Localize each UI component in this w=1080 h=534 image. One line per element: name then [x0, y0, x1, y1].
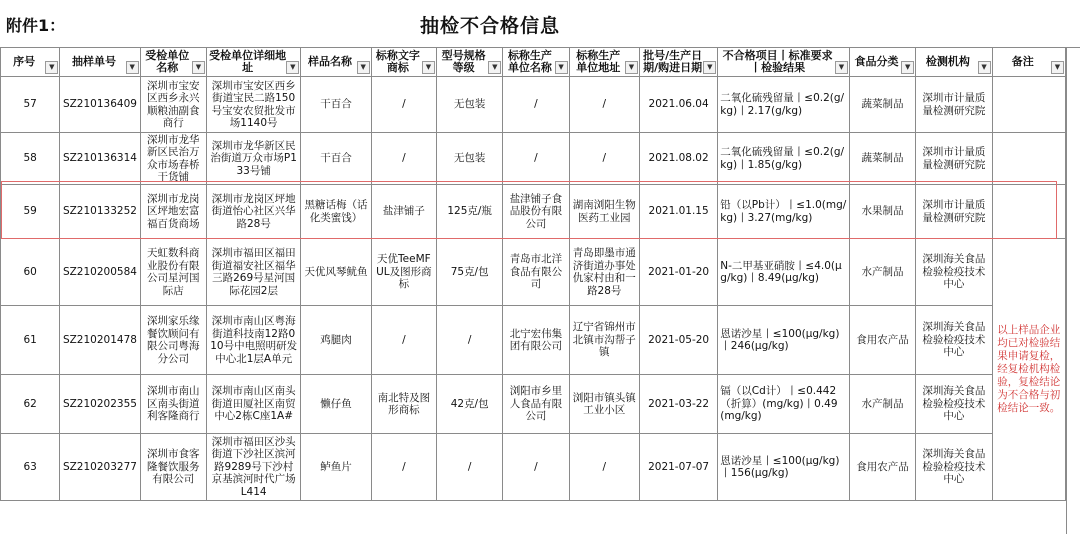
filter-dropdown-icon[interactable]: ▼ — [488, 61, 501, 74]
filter-dropdown-icon[interactable]: ▼ — [703, 61, 716, 74]
cell-spec: 无包装 — [437, 77, 503, 133]
cell-code: SZ210136314 — [60, 133, 140, 185]
cell-cat: 蔬菜制品 — [849, 77, 915, 133]
cell-remark-empty — [992, 133, 1065, 185]
cell-sample: 鲈鱼片 — [301, 434, 371, 501]
cell-maker_addr: 浏阳市镇头镇工业小区 — [569, 375, 639, 434]
cell-brand: 盐津铺子 — [371, 185, 436, 239]
cell-spec: 42克/包 — [437, 375, 503, 434]
cell-maker_addr: / — [569, 133, 639, 185]
cell-unit: 深圳市龙岗区坪地宏富福百货商场 — [140, 185, 206, 239]
cell-cat: 食用农产品 — [849, 306, 915, 375]
column-header — [60, 48, 140, 77]
cell-lab: 深圳海关食品检验检疫技术中心 — [916, 375, 992, 434]
cell-cat: 水产制品 — [849, 375, 915, 434]
column-edge — [1066, 47, 1080, 534]
column-header — [1, 48, 60, 77]
cell-unit: 天虹数科商业股份有限公司星河国际店 — [140, 239, 206, 306]
column-header-label: 批号/生产日期/购进日期 — [643, 49, 703, 74]
cell-addr: 深圳市宝安区西乡街道宝民二路150号宝安农贸批发市场1140号 — [206, 77, 300, 133]
cell-addr: 深圳市龙华新区民治街道万众市场P133号铺 — [206, 133, 300, 185]
cell-no: 61 — [1, 306, 60, 375]
column-header-label: 型号规格等级 — [441, 49, 486, 74]
cell-lab: 深圳市计量质量检测研究院 — [916, 77, 992, 133]
table-row — [1, 239, 1066, 306]
cell-item: 恩诺沙星丨≤100(μg/kg)丨246(μg/kg) — [718, 306, 850, 375]
cell-maker: / — [503, 434, 569, 501]
filter-dropdown-icon[interactable]: ▼ — [1051, 61, 1064, 74]
cell-no: 57 — [1, 77, 60, 133]
cell-code: SZ210203277 — [60, 434, 140, 501]
cell-lab: 深圳市计量质量检测研究院 — [916, 133, 992, 185]
cell-date: 2021.01.15 — [639, 185, 717, 239]
filter-dropdown-icon[interactable]: ▼ — [357, 61, 370, 74]
cell-spec: 125克/瓶 — [437, 185, 503, 239]
cell-addr: 深圳市南山区粤海街道科技南12路010号中电照明研发中心北1层A单元 — [206, 306, 300, 375]
cell-sample: 干百合 — [301, 77, 371, 133]
cell-code: SZ210133252 — [60, 185, 140, 239]
cell-no: 59 — [1, 185, 60, 239]
cell-date: 2021-03-22 — [639, 375, 717, 434]
cell-maker: 青岛市北洋食品有限公司 — [503, 239, 569, 306]
remark-cell: 以上样品企业均已对检验结果申请复检，经复检机构检验，复检结论为不合格与初检结论一致。 — [992, 239, 1065, 501]
cell-lab: 深圳海关食品检验检疫技术中心 — [916, 434, 992, 501]
column-header — [206, 48, 300, 77]
cell-maker_addr: 辽宁省锦州市北镇市沟帮子镇 — [569, 306, 639, 375]
table-row — [1, 306, 1066, 375]
cell-lab: 深圳海关食品检验检疫技术中心 — [916, 306, 992, 375]
column-header-label: 食品分类 — [854, 55, 899, 68]
cell-item: 镉（以Cd计）丨≤0.442（折算）(mg/kg)丨0.49(mg/kg) — [718, 375, 850, 434]
cell-unit: 深圳市宝安区西乡永兴顺粮油副食商行 — [140, 77, 206, 133]
table-row — [1, 185, 1066, 239]
cell-maker: / — [503, 133, 569, 185]
column-header-label: 不合格项目丨标准要求丨检验结果 — [722, 49, 833, 74]
column-header — [639, 48, 717, 77]
cell-no: 58 — [1, 133, 60, 185]
cell-code: SZ210136409 — [60, 77, 140, 133]
filter-dropdown-icon[interactable]: ▼ — [625, 61, 638, 74]
cell-maker: 盐津铺子食品股份有限公司 — [503, 185, 569, 239]
cell-unit: 深圳市食客隆餐饮服务有限公司 — [140, 434, 206, 501]
column-header — [140, 48, 206, 77]
cell-maker: 北宁宏伟集团有限公司 — [503, 306, 569, 375]
page-title: 抽检不合格信息 — [419, 15, 560, 37]
cell-maker_addr: 湖南浏阳生物医药工业园 — [569, 185, 639, 239]
column-header — [992, 48, 1065, 77]
cell-remark-empty — [992, 185, 1065, 239]
column-header-label: 抽样单号 — [71, 55, 116, 68]
cell-lab: 深圳市计量质量检测研究院 — [916, 185, 992, 239]
cell-addr: 深圳市福田区沙头街道下沙社区滨河路9289号下沙村京基滨河时代广场L414 — [206, 434, 300, 501]
results-table — [0, 47, 1066, 501]
cell-no: 63 — [1, 434, 60, 501]
cell-unit: 深圳家乐缘餐饮顾问有限公司粤海分公司 — [140, 306, 206, 375]
filter-dropdown-icon[interactable]: ▼ — [835, 61, 848, 74]
cell-brand: / — [371, 434, 436, 501]
column-header-label: 备注 — [1011, 55, 1034, 68]
cell-spec: / — [437, 434, 503, 501]
filter-dropdown-icon[interactable]: ▼ — [555, 61, 568, 74]
cell-remark-empty — [992, 77, 1065, 133]
cell-date: 2021.06.04 — [639, 77, 717, 133]
column-header — [849, 48, 915, 77]
cell-maker: 浏阳市乡里人食品有限公司 — [503, 375, 569, 434]
cell-spec: 75克/包 — [437, 239, 503, 306]
table-row — [1, 375, 1066, 434]
cell-brand: / — [371, 306, 436, 375]
column-header — [301, 48, 371, 77]
cell-item: 二氧化硫残留量丨≤0.2(g/kg)丨1.85(g/kg) — [718, 133, 850, 185]
cell-addr: 深圳市福田区福田街道福安社区福华三路269号星河国际花园2层 — [206, 239, 300, 306]
cell-cat: 水果制品 — [849, 185, 915, 239]
cell-maker_addr: 青岛即墨市通济街道办事处仇家村由和一路28号 — [569, 239, 639, 306]
column-header-label: 标称文字商标 — [375, 49, 420, 74]
filter-dropdown-icon[interactable]: ▼ — [192, 61, 205, 74]
cell-addr: 深圳市南山区南头街道田厦社区南贸中心2栋C座1A# — [206, 375, 300, 434]
cell-item: N-二甲基亚硝胺丨≤4.0(μg/kg)丨8.49(μg/kg) — [718, 239, 850, 306]
cell-brand: 天优TeeMFUL及图形商标 — [371, 239, 436, 306]
cell-sample: 黑糖话梅（话化类蜜饯） — [301, 185, 371, 239]
cell-brand: 南北特及图形商标 — [371, 375, 436, 434]
cell-unit: 深圳市南山区南头街道利客隆商行 — [140, 375, 206, 434]
cell-sample: 懒仔鱼 — [301, 375, 371, 434]
cell-date: 2021-05-20 — [639, 306, 717, 375]
cell-lab: 深圳海关食品检验检疫技术中心 — [916, 239, 992, 306]
cell-code: SZ210201478 — [60, 306, 140, 375]
cell-item: 二氧化硫残留量丨≤0.2(g/kg)丨2.17(g/kg) — [718, 77, 850, 133]
cell-spec: / — [437, 306, 503, 375]
cell-code: SZ210200584 — [60, 239, 140, 306]
cell-brand: / — [371, 77, 436, 133]
column-header — [503, 48, 569, 77]
cell-brand: / — [371, 133, 436, 185]
filter-dropdown-icon[interactable]: ▼ — [286, 61, 299, 74]
cell-unit: 深圳市龙华新区民治万众市场春桥干货铺 — [140, 133, 206, 185]
column-header-label: 受检单位详细地址 — [209, 49, 287, 74]
column-header-label: 标称生产单位地址 — [576, 49, 621, 74]
table-row — [1, 434, 1066, 501]
cell-maker_addr: / — [569, 434, 639, 501]
column-header — [569, 48, 639, 77]
cell-no: 62 — [1, 375, 60, 434]
filter-dropdown-icon[interactable]: ▼ — [978, 61, 991, 74]
filter-dropdown-icon[interactable]: ▼ — [45, 61, 58, 74]
column-header-label: 受检单位名称 — [145, 49, 190, 74]
cell-item: 恩诺沙星丨≤100(μg/kg)丨156(μg/kg) — [718, 434, 850, 501]
cell-maker: / — [503, 77, 569, 133]
cell-addr: 深圳市龙岗区坪地街道怡心社区兴华路28号 — [206, 185, 300, 239]
table-row — [1, 77, 1066, 133]
cell-item: 铅（以Pb计）丨≤1.0(mg/kg)丨3.27(mg/kg) — [718, 185, 850, 239]
cell-cat: 蔬菜制品 — [849, 133, 915, 185]
column-header-label: 序号 — [13, 55, 36, 68]
column-header-label: 标称生产单位名称 — [507, 49, 552, 74]
cell-date: 2021-07-07 — [639, 434, 717, 501]
title-bar — [0, 0, 1080, 48]
cell-code: SZ210202355 — [60, 375, 140, 434]
column-header — [437, 48, 503, 77]
cell-cat: 食用农产品 — [849, 434, 915, 501]
column-header-label: 样品名称 — [308, 55, 353, 68]
cell-sample: 干百合 — [301, 133, 371, 185]
filter-dropdown-icon[interactable]: ▼ — [901, 61, 914, 74]
cell-date: 2021.08.02 — [639, 133, 717, 185]
filter-dropdown-icon[interactable]: ▼ — [126, 61, 139, 74]
cell-maker_addr: / — [569, 77, 639, 133]
filter-dropdown-icon[interactable]: ▼ — [422, 61, 435, 74]
cell-no: 60 — [1, 239, 60, 306]
column-header-label: 检测机构 — [925, 55, 970, 68]
cell-cat: 水产制品 — [849, 239, 915, 306]
cell-spec: 无包装 — [437, 133, 503, 185]
cell-date: 2021-01-20 — [639, 239, 717, 306]
attachment-label: 附件1： — [6, 16, 66, 35]
column-header — [718, 48, 850, 77]
column-header — [371, 48, 436, 77]
header-row — [1, 48, 1066, 77]
cell-sample: 鸡腿肉 — [301, 306, 371, 375]
column-header — [916, 48, 992, 77]
table-row — [1, 133, 1066, 185]
cell-sample: 天优风琴鱿鱼 — [301, 239, 371, 306]
